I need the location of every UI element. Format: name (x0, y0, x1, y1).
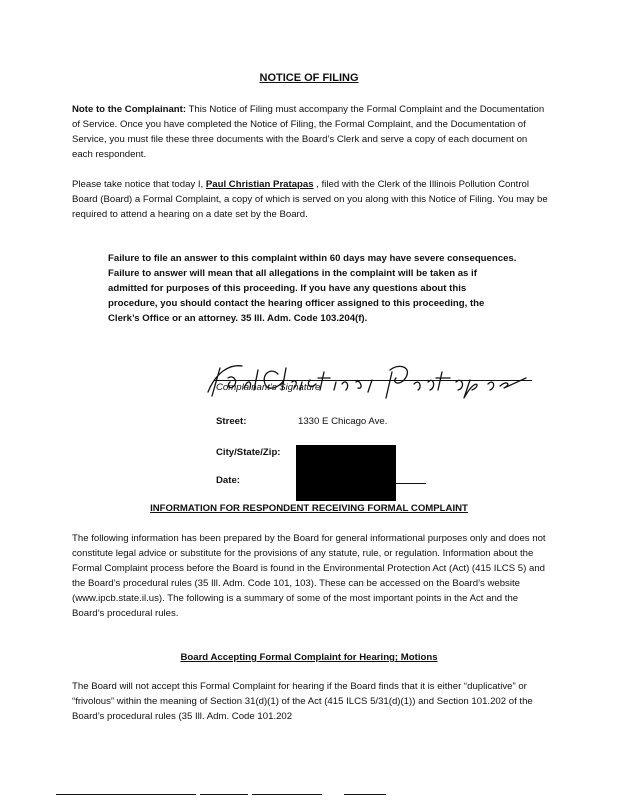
notice-paragraph (72, 177, 548, 222)
footer-rule (200, 794, 248, 795)
footer-rule (344, 794, 386, 795)
accepting-paragraph: The Board will not accept this Formal Complaint for hearing if the Board finds that it is either “duplicative” or “frivolous” within the meaning of Section 31(d)(1) of the Act (415 ILCS 5/31(d)(1)) and Section 101.202 of the Board’s procedural rules (35 Ill. Adm. Code 101.202 (72, 681, 533, 722)
accepting-heading: Board Accepting Formal Complaint for Hearing; Motions (180, 652, 438, 663)
notice-before-name: Please take notice that today I, (72, 179, 206, 190)
footer-rule (56, 794, 196, 795)
notice-after-name: , filed with the Clerk of the Illinois Pollution Control Board (Board) a Formal Complaint, a copy of which is served on you along with this Notice of Filing. You may be required to attend a hearing on a date set by the Board. (72, 179, 548, 220)
page-title: NOTICE OF FILING (259, 72, 359, 84)
note-paragraph (72, 102, 548, 162)
warning-paragraph: Failure to file an answer to this complaint within 60 days may have severe consequences. Failure to answer will mean that all allegations in the complaint will be taken as if admitted for purposes of this proceeding. If you have any questions about this procedure, you should contact the hearing officer assigned to this proceeding, the Clerk’s Office or an attorney. 35 Ill. Adm. Code 103.204(f). (108, 253, 517, 324)
date-label: Date: (216, 475, 240, 486)
street-label: Street: (216, 416, 247, 427)
note-text: This Notice of Filing must accompany the Formal Complaint and the Documentation of Service. Once you have completed the Notice of Filing, the Formal Complaint, and the Documentation of Service, you must file these three documents with the Board’s Clerk and serve a copy of each document on each respondent. (72, 104, 545, 160)
note-lead: Note to the Complainant: (72, 104, 187, 115)
signature-label: Complainant’s Signature (216, 382, 321, 393)
complainant-name: Paul Christian Pratapas (205, 179, 314, 190)
street-value: 1330 E Chicago Ave. (298, 416, 388, 427)
date-line (396, 483, 426, 484)
redaction-box (296, 445, 396, 501)
info-heading: INFORMATION FOR RESPONDENT RECEIVING FORMAL COMPLAINT (150, 503, 468, 514)
info-paragraph: The following information has been prepared by the Board for general informational purposes only and does not constitute legal advice or substitute for the provisions of any statute, rule, or regulation. Information about the Formal Complaint process before the Board is found in the Environmental Protection Act (Act) (415 ILCS 5) and the Board’s procedural rules (35 Ill. Adm. Code 101, 103). These can be accessed on the Board’s website (www.ipcb.state.il.us). The following is a summary of some of the most important points in the Act and the Board’s procedural rules. (72, 533, 546, 619)
footer-rule (252, 794, 322, 795)
signature-line (214, 380, 532, 381)
city-state-zip-label: City/State/Zip: (216, 447, 281, 458)
